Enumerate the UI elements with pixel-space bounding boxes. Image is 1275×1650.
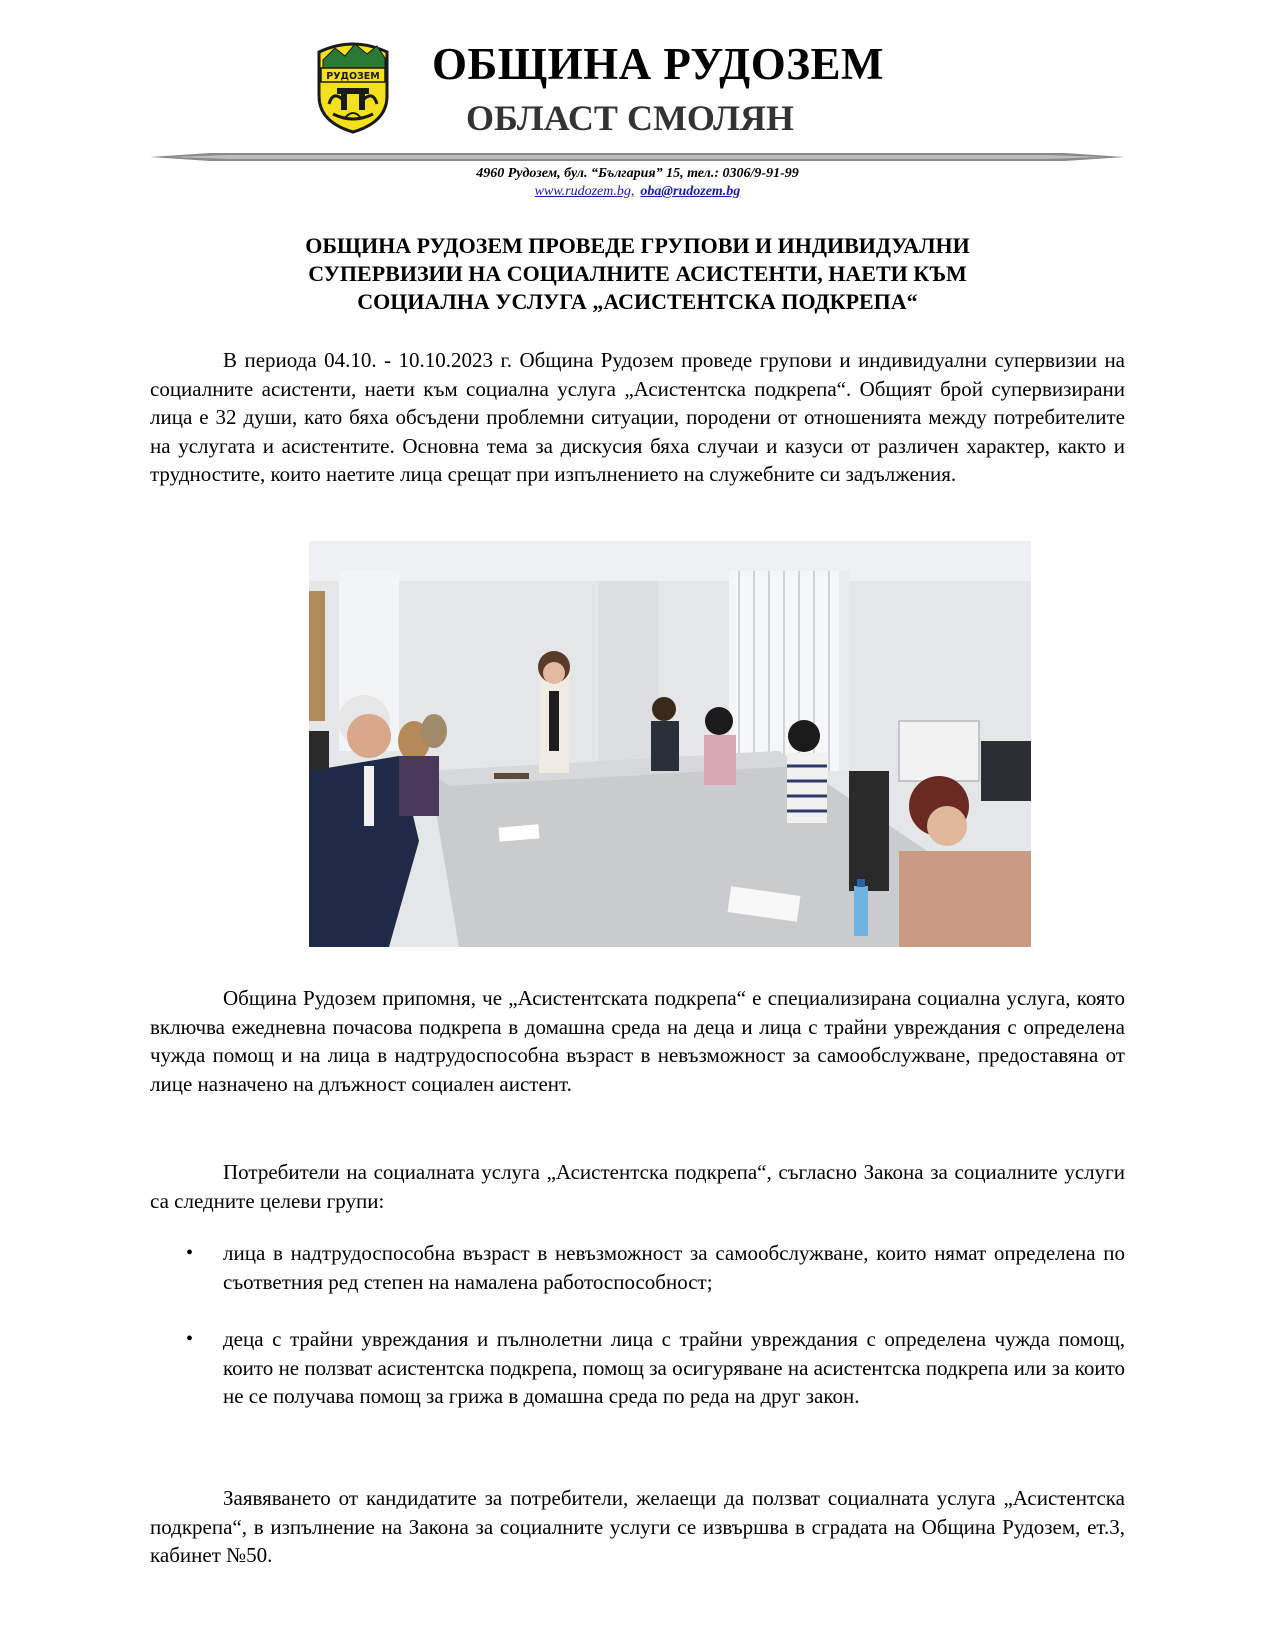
municipality-title: ОБЩИНА РУДОЗЕМ xyxy=(432,39,884,89)
contact-address: 4960 Рудозем, бул. “България” 15, тел.: 0306/9-91-99 xyxy=(476,166,799,181)
bullet-marker: • xyxy=(186,1328,194,1350)
website-link[interactable]: www.rudozem.bg, xyxy=(534,184,635,199)
header-divider xyxy=(150,150,1125,164)
heading-line: ОБЩИНА РУДОЗЕМ ПРОВЕДЕ ГРУПОВИ И ИНДИВИДУАЛНИ xyxy=(305,233,970,258)
heading-line: СОЦИАЛНА УСЛУГА „АСИСТЕНТСКА ПОДКРЕПА“ xyxy=(357,289,918,314)
article-heading xyxy=(200,232,1075,316)
list-item: деца с трайни увреждания и пълнолетни лица с трайни увреждания с определена чужда помощ, които не ползват асистентска подкрепа, помощ за осигуряване на асистентска подкрепа или за които не се получава помощ за грижа в домашна среда по реда на друг закон. xyxy=(223,1327,1125,1409)
paragraph-supervisions: В периода 04.10. - 10.10.2023 г. Община Рудозем проведе групови и индивидуални супервизии на социалните асистенти, наети към социална услуга „Асистентска подкрепа“. Общият брой супервизирани лица е 32 души, като бяха обсъдени проблемни ситуации, породени от отношенията между потребителите на услугата и асистентите. Основна тема за дискусия бяха случаи и казуси от различен характер, както и трудностите, които наетите лица срещат при изпълнението на служебните си задължения. xyxy=(150,348,1125,487)
bullet-marker: • xyxy=(186,1242,194,1264)
municipality-emblem xyxy=(313,38,393,134)
region-subtitle: ОБЛАСТ СМОЛЯН xyxy=(466,98,794,138)
contact-links xyxy=(0,183,1275,201)
paragraph-service-description: Община Рудозем припомня, че „Асистентската подкрепа“ е специализирана социална услуга, която включва ежедневна почасова подкрепа в домашна среда на деца и лица с трайни увреждания с определена чужда помощ и на лица в надтрудоспособна възраст в невъзможност за самообслужване, предоставяна от лице назначено на длъжност социален аистент. xyxy=(150,986,1125,1096)
email-link[interactable]: oba@rudozem.bg xyxy=(640,184,741,199)
paragraph-application: Заявяването от кандидатите за потребители, желаещи да ползват социалната услуга „Асистентска подкрепа“, в изпълнение на Закона за социалните услуги се извършва в сградата на Община Рудозем, ет.3, кабинет №50. xyxy=(150,1486,1125,1568)
heading-line: СУПЕРВИЗИИ НА СОЦИАЛНИТЕ АСИСТЕНТИ, НАЕТИ КЪМ xyxy=(308,261,967,286)
paragraph-target-groups: Потребители на социалната услуга „Асистентска подкрепа“, съгласно Закона за социалните услуги са следните целеви групи: xyxy=(150,1160,1125,1213)
svg-text:РУДОЗЕМ: РУДОЗЕМ xyxy=(326,71,380,82)
meeting-photo xyxy=(309,541,1031,947)
list-item: лица в надтрудоспособна възраст в невъзможност за самообслужване, които нямат определена по съответния ред степен на намалена работоспособност; xyxy=(223,1241,1125,1294)
